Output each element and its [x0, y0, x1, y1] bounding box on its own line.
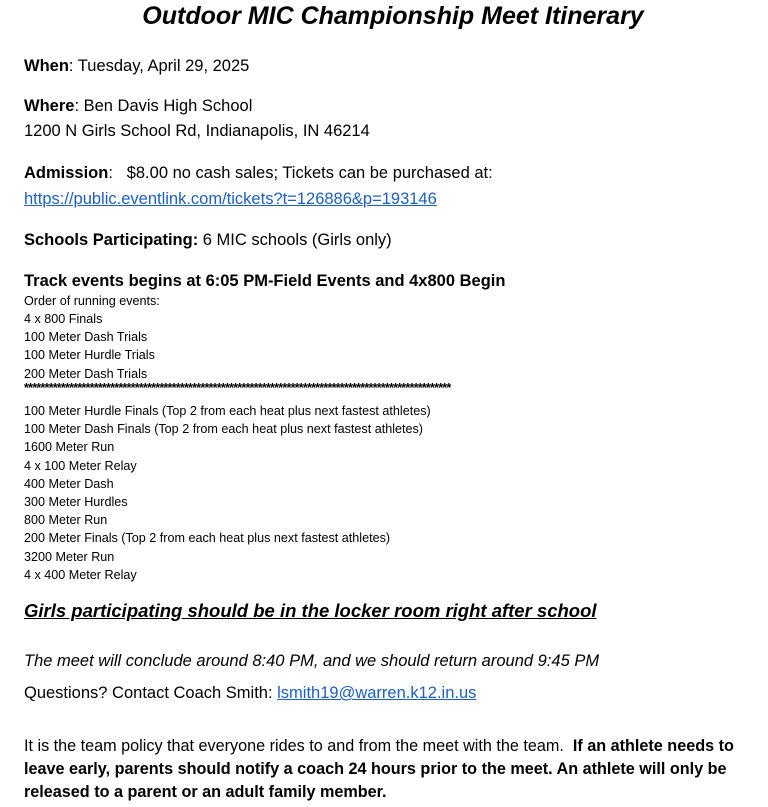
list-item: 1600 Meter Run [24, 440, 115, 455]
separator: ******************************************************************************************************** [24, 381, 451, 395]
policy-bold: If an athlete needs to leave early, parents should notify a coach 24 hours prior to the meet. An athlete will only be released to a parent or an adult family member. [24, 737, 734, 801]
policy-paragraph [24, 735, 764, 804]
list-item: 3200 Meter Run [24, 549, 115, 564]
first-events-list [24, 310, 155, 383]
girls-note: Girls participating should be in the locker room right after school [24, 600, 597, 621]
tickets-link[interactable]: https://public.eventlink.com/tickets?t=126886&p=193146 [24, 190, 437, 208]
questions-line [24, 684, 476, 703]
where-line: Where: Ben Davis High School [24, 97, 253, 115]
policy-plain: It is the team policy that everyone rides to and from the meet with the team. [24, 737, 564, 755]
list-item: 200 Meter Finals (Top 2 from each heat plus next fastest athletes) [24, 531, 391, 546]
coach-email-link[interactable]: lsmith19@warren.k12.in.us [277, 684, 477, 702]
admission-line: Admission: $8.00 no cash sales; Tickets can be purchased at: [24, 164, 493, 182]
conclude-note: The meet will conclude around 8:40 PM, and we should return around 9:45 PM [24, 652, 600, 670]
where-label: Where [24, 97, 75, 115]
where-address: 1200 N Girls School Rd, Indianapolis, IN 46214 [24, 122, 370, 140]
track-heading: Track events begins at 6:05 PM-Field Events and 4x800 Begin [24, 272, 506, 290]
questions-label: Questions? Contact Coach Smith: [24, 684, 273, 702]
admission-value: $8.00 no cash sales; Tickets can be purchased at: [126, 164, 493, 182]
when-value: Tuesday, April 29, 2025 [77, 57, 250, 75]
list-item: 200 Meter Dash Trials [24, 366, 148, 381]
list-item: 400 Meter Dash [24, 476, 114, 491]
schools-line [24, 231, 392, 250]
order-label: Order of running events: [24, 294, 160, 308]
when-label: When [24, 57, 69, 75]
list-item: 4 x 400 Meter Relay [24, 567, 137, 582]
list-item: 100 Meter Hurdle Trials [24, 348, 155, 363]
list-item: 100 Meter Hurdle Finals (Top 2 from each heat plus next fastest athletes) [24, 404, 431, 418]
list-item: 100 Meter Dash Trials [24, 330, 148, 345]
admission-label: Admission [24, 164, 109, 182]
page-title: Outdoor MIC Championship Meet Itinerary [142, 2, 644, 30]
second-events-list [24, 402, 431, 584]
schools-value: 6 MIC schools (Girls only) [202, 231, 392, 249]
list-item: 300 Meter Hurdles [24, 495, 128, 510]
where-value: Ben Davis High School [83, 97, 253, 115]
list-item: 800 Meter Run [24, 513, 108, 528]
list-item: 4 x 800 Finals [24, 312, 103, 326]
when-line: When: Tuesday, April 29, 2025 [24, 57, 250, 75]
list-item: 4 x 100 Meter Relay [24, 458, 137, 473]
list-item: 100 Meter Dash Finals (Top 2 from each heat plus next fastest athletes) [24, 422, 424, 437]
schools-label: Schools Participating: [24, 231, 199, 249]
